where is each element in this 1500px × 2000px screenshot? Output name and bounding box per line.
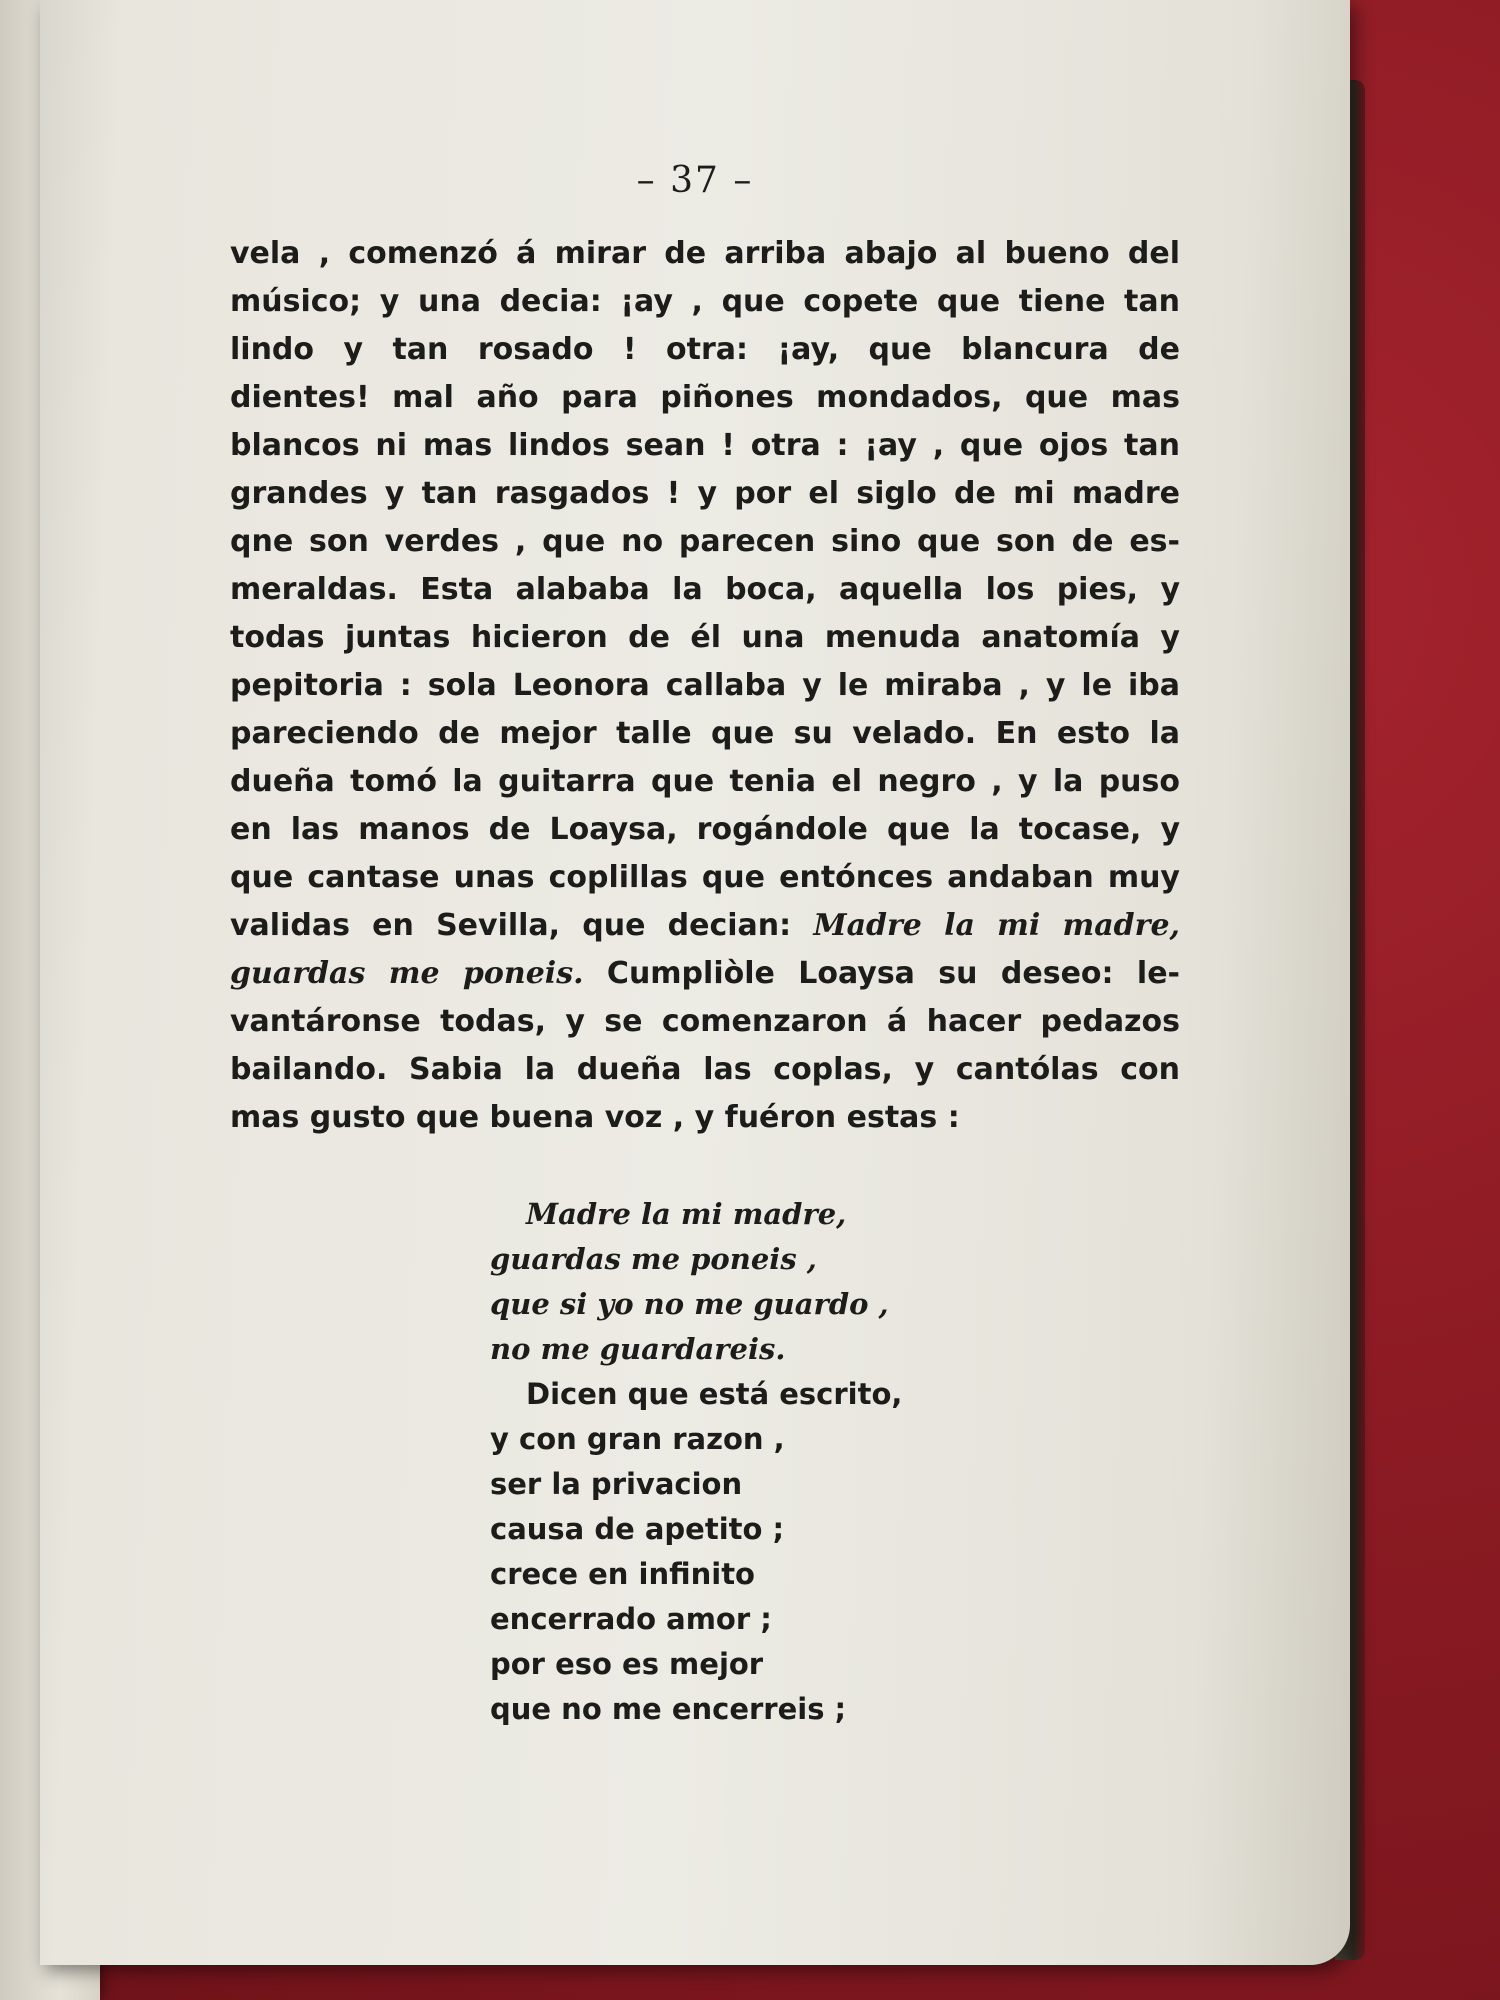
text-line: todas juntas hicieron de él una menuda anatomía y — [230, 620, 1180, 655]
text-line: bailando. Sabia la dueña las coplas, y cantólas con — [230, 1052, 1180, 1087]
italic-quote: Madre la mi madre, — [813, 908, 1180, 943]
text-line — [230, 902, 1180, 950]
text-line: blancos ni mas lindos sean ! otra : ¡ay , que ojos tan — [230, 428, 1180, 463]
text-line: que cantase unas coplillas que entónces andaban muy — [230, 860, 1180, 895]
text-line: meraldas. Esta alababa la boca, aquella los pies, y — [230, 572, 1180, 607]
text-line: en las manos de Loaysa, rogándole que la tocase, y — [230, 812, 1180, 847]
verse-line: Dicen que está escrito, — [526, 1377, 903, 1411]
text-line: grandes y tan rasgados ! y por el siglo de mi madre — [230, 476, 1180, 511]
text-line — [230, 950, 1180, 998]
verse-line: no me guardareis. — [490, 1332, 786, 1366]
text-line: dueña tomó la guitarra que tenia el negro , y la puso — [230, 764, 1180, 799]
verse-block — [490, 1192, 990, 1732]
book-page — [40, 0, 1350, 1965]
verse-line: encerrado amor ; — [490, 1602, 772, 1636]
text-line: dientes! mal año para piñones mondados, que mas — [230, 380, 1180, 415]
body-paragraph — [230, 230, 1180, 1142]
verse-line: que no me encerreis ; — [490, 1692, 847, 1726]
verse-line: causa de apetito ; — [490, 1512, 785, 1546]
text-line: pareciendo de mejor talle que su velado. En esto la — [230, 716, 1180, 751]
text-line: qne son verdes , que no parecen sino que son de es- — [230, 524, 1180, 559]
text-segment: validas en Sevilla, que decian: — [230, 908, 814, 943]
text-line: pepitoria : sola Leonora callaba y le miraba , y le iba — [230, 668, 1180, 703]
verse-line: que si yo no me guardo , — [490, 1287, 889, 1321]
verse-line: por eso es mejor — [490, 1647, 764, 1681]
text-line: vela , comenzó á mirar de arriba abajo al bueno del — [230, 236, 1180, 271]
text-line: vantáronse todas, y se comenzaron á hacer pedazos — [230, 1004, 1180, 1039]
verse-line: y con gran razon , — [490, 1422, 785, 1456]
verse-line: crece en infinito — [490, 1557, 755, 1591]
italic-quote: guardas me poneis. — [230, 956, 584, 991]
verse-line: guardas me poneis , — [490, 1242, 817, 1276]
text-segment: Cumpliòle Loaysa su deseo: le- — [583, 956, 1180, 991]
text-line: músico; y una decia: ¡ay , que copete que tiene tan — [230, 284, 1180, 319]
page-number: – 37 – — [636, 160, 754, 201]
verse-line: ser la privacion — [490, 1467, 743, 1501]
text-line: lindo y tan rosado ! otra: ¡ay, que blancura de — [230, 332, 1180, 367]
verse-line: Madre la mi madre, — [526, 1197, 847, 1231]
text-line: mas gusto que buena voz , y fuéron estas : — [230, 1100, 960, 1135]
